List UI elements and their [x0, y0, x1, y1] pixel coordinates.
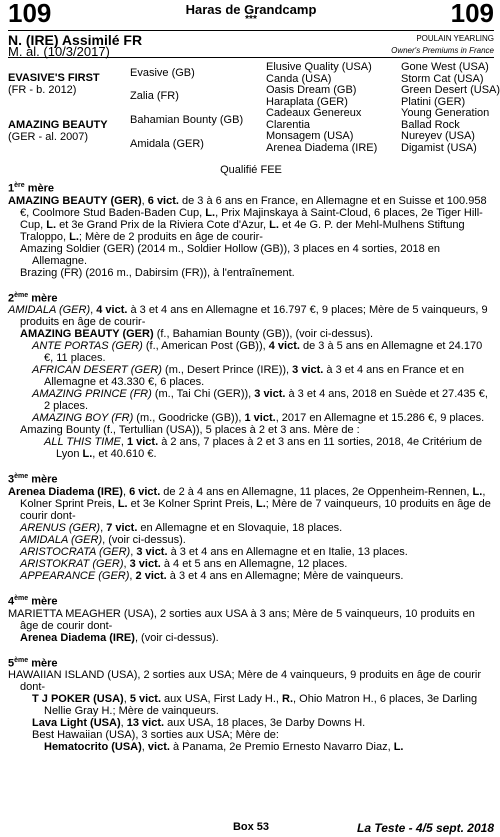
pedigree-gen2: Zalia (FR): [130, 90, 179, 102]
dam-record: Arenea Diadema (IRE), 6 vict. de 2 à 4 ans en Allemagne, 11 places, 2e Oppenheim-Rennen, L., Kolner Sprint Preis, L. et 3e Kolner Sprint Preis, L.; Mère de 7 vainqueurs, 10 produits en âge de courir dont-: [8, 485, 491, 522]
pedigree-gen4: Nureyev (USA): [401, 130, 475, 142]
pedigree-gen3: Arenea Diadema (IRE): [266, 141, 378, 154]
premium-note: Owner's Premiums in France: [391, 46, 494, 55]
pedigree-gen4: Gone West (USA): [401, 61, 489, 73]
page-footer: [8, 821, 494, 837]
section-heading: 4ème mère: [8, 594, 58, 608]
page-header: [8, 0, 494, 30]
section-heading: 3ème mère: [8, 473, 58, 486]
pedigree-gen4: Digamist (USA): [401, 141, 477, 154]
pedigree-gen4: Ballad Rock: [401, 118, 460, 131]
pedigree-gen3: Monsagem (USA): [266, 130, 354, 142]
produce-record: Best Hawaiian (USA), 3 sorties aux USA; Mère de:: [32, 729, 279, 742]
produce-record: ARISTOCRATA (GER), 3 vict. à 3 et 4 ans en Allemagne et en Italie, 13 places.: [20, 545, 408, 558]
pedigree-gen3: Cadeaux Genereux: [266, 107, 362, 119]
dam-record: MARIETTA MEAGHER (USA), 2 sorties aux USA à 3 ans; Mère de 5 vainqueurs, 10 produits en âge de courir dont-: [8, 607, 475, 632]
sire-info: (FR - b. 2012): [8, 84, 77, 96]
produce-record: Brazing (FR) (2016 m., Dabirsim (FR)), à l'entraînement.: [20, 266, 295, 279]
produce-record: ARISTOKRAT (GER), 3 vict. à 4 et 5 ans en Allemagne, 12 places.: [20, 557, 348, 570]
sale-location-date: La Teste - 4/5 sept. 2018: [357, 821, 494, 835]
pedigree-gen2: Bahamian Bounty (GB): [130, 114, 244, 126]
produce-record: T J POKER (USA), 5 vict. aux USA, First Lady H., R., Ohio Matron H., 6 places, 3e Darling Nellie Gray H.; Mère de vainqueurs.: [32, 693, 478, 718]
qualification: Qualifié FEE: [220, 164, 282, 176]
produce-record: AFRICAN DESERT (GER) (m., Desert Prince (IRE)), 3 vict. à 3 et 4 ans en France et en Allemagne et 43.330 €, 6 places.: [32, 364, 465, 389]
dam-record: AMIDALA (GER), 4 vict. à 3 et 4 ans en Allemagne et 16.797 €, 9 places; Mère de 5 vainqueurs, 9 produits en âge de courir-: [8, 304, 488, 329]
produce-record: Amazing Soldier (GER) (2014 m., Soldier Hollow (GB)), 3 places en 4 sorties, 2018 en Allemagne.: [20, 242, 441, 267]
catalogue-page: [8, 0, 500, 837]
pedigree-table: [8, 58, 500, 160]
pedigree-gen4: Green Desert (USA): [401, 84, 500, 96]
sale-type: POULAIN YEARLING: [416, 34, 494, 43]
section-heading: 1ère mère: [8, 182, 54, 195]
produce-record: AMIDALA (GER), (voir ci-dessus).: [20, 533, 186, 546]
produce-record: Arenea Diadema (IRE), (voir ci-dessus).: [20, 631, 219, 644]
stars-rating: ***: [245, 14, 257, 25]
produce-record: ALL THIS TIME, 1 vict. à 2 ans, 7 places à 2 et 3 ans en 11 sorties, 2018, 4e Critérium de Lyon L., et 40.610 €.: [44, 436, 483, 461]
sire-name: EVASIVE'S FIRST: [8, 72, 100, 84]
dam-info: (GER - al. 2007): [8, 131, 89, 143]
pedigree-gen3: Haraplata (GER): [266, 95, 348, 108]
lot-number-right: 109: [450, 0, 494, 28]
lot-number-left: 109: [8, 0, 52, 28]
dam-record: AMAZING BEAUTY (GER), 6 vict. de 3 à 6 ans en France, en Allemagne et en Suisse et 100.958 €, Coolmore Stud Baden-Baden Cup, L., Prix Majinskaya à Saint-Cloud, 6 places, 2e Tiger Hill-Cup, L. et 3e Grand Prix de la Riviera Cote d'Azur, L. et 4e G. P. der Mehl-Mulhens Stiftung Traloppo, L.; Mère de 2 produits en âge de courir-: [8, 194, 487, 243]
horse-name: N. (IRE) Assimilé FR: [8, 32, 143, 48]
pedigree-gen3: Canda (USA): [266, 72, 332, 85]
produce-record: AMAZING PRINCE (FR) (m., Tai Chi (GER)), 3 vict. à 3 et 4 ans, 2018 en Suède et 27.435 €, 2 places.: [32, 388, 488, 413]
dam-record: HAWAIIAN ISLAND (USA), 2 sorties aux USA; Mère de 4 vainqueurs, 9 produits en âge de courir dont-: [8, 669, 481, 694]
pedigree-gen4: Young Generation: [401, 107, 490, 119]
produce-record: ARENUS (GER), 7 vict. en Allemagne et en Slovaquie, 18 places.: [20, 521, 343, 534]
pedigree-gen3: Clarentia: [266, 118, 311, 131]
horse-title-bar: [8, 31, 494, 57]
produce-record: Lava Light (USA), 13 vict. aux USA, 18 places, 3e Darby Downs H.: [32, 717, 366, 730]
produce-record: Hematocrito (USA), vict. à Panama, 2e Premio Ernesto Navarro Diaz, L.: [44, 741, 404, 754]
section-heading: 2ème mère: [8, 291, 58, 305]
pedigree-gen4: Platini (GER): [401, 95, 466, 108]
section-heading: 5ème mère: [8, 656, 58, 670]
pedigree-gen3: Oasis Dream (GB): [266, 84, 357, 96]
produce-record: APPEARANCE (GER), 2 vict. à 3 et 4 ans en Allemagne; Mère de vainqueurs.: [20, 569, 404, 582]
pedigree-gen3: Elusive Quality (USA): [266, 61, 372, 73]
pedigree-gen4: Storm Cat (USA): [401, 72, 484, 85]
produce-record: AMAZING BEAUTY (GER) (f., Bahamian Bounty (GB)), (voir ci-dessus).: [20, 328, 374, 341]
pedigree-gen2: Evasive (GB): [130, 67, 195, 79]
haras-name: Haras de Grandcamp: [185, 2, 317, 17]
box-number: Box 53: [232, 821, 270, 833]
pedigree-gen2: Amidala (GER): [130, 138, 204, 150]
horse-sex-color-dob: M. al. (10/3/2017): [8, 44, 110, 59]
produce-record: AMAZING BOY (FR) (m., Goodricke (GB)), 1 vict., 2017 en Allemagne et 15.286 €, 9 places.: [32, 412, 485, 425]
dam-name: AMAZING BEAUTY: [8, 119, 108, 131]
produce-record: ANTE PORTAS (GER) (f., American Post (GB)), 4 vict. de 3 à 5 ans en Allemagne et 24.170 €, 11 places.: [32, 340, 483, 365]
produce-record: Amazing Bounty (f., Tertullian (USA)), 5 places à 2 et 3 ans. Mère de :: [20, 424, 360, 437]
family-text: [8, 180, 494, 753]
